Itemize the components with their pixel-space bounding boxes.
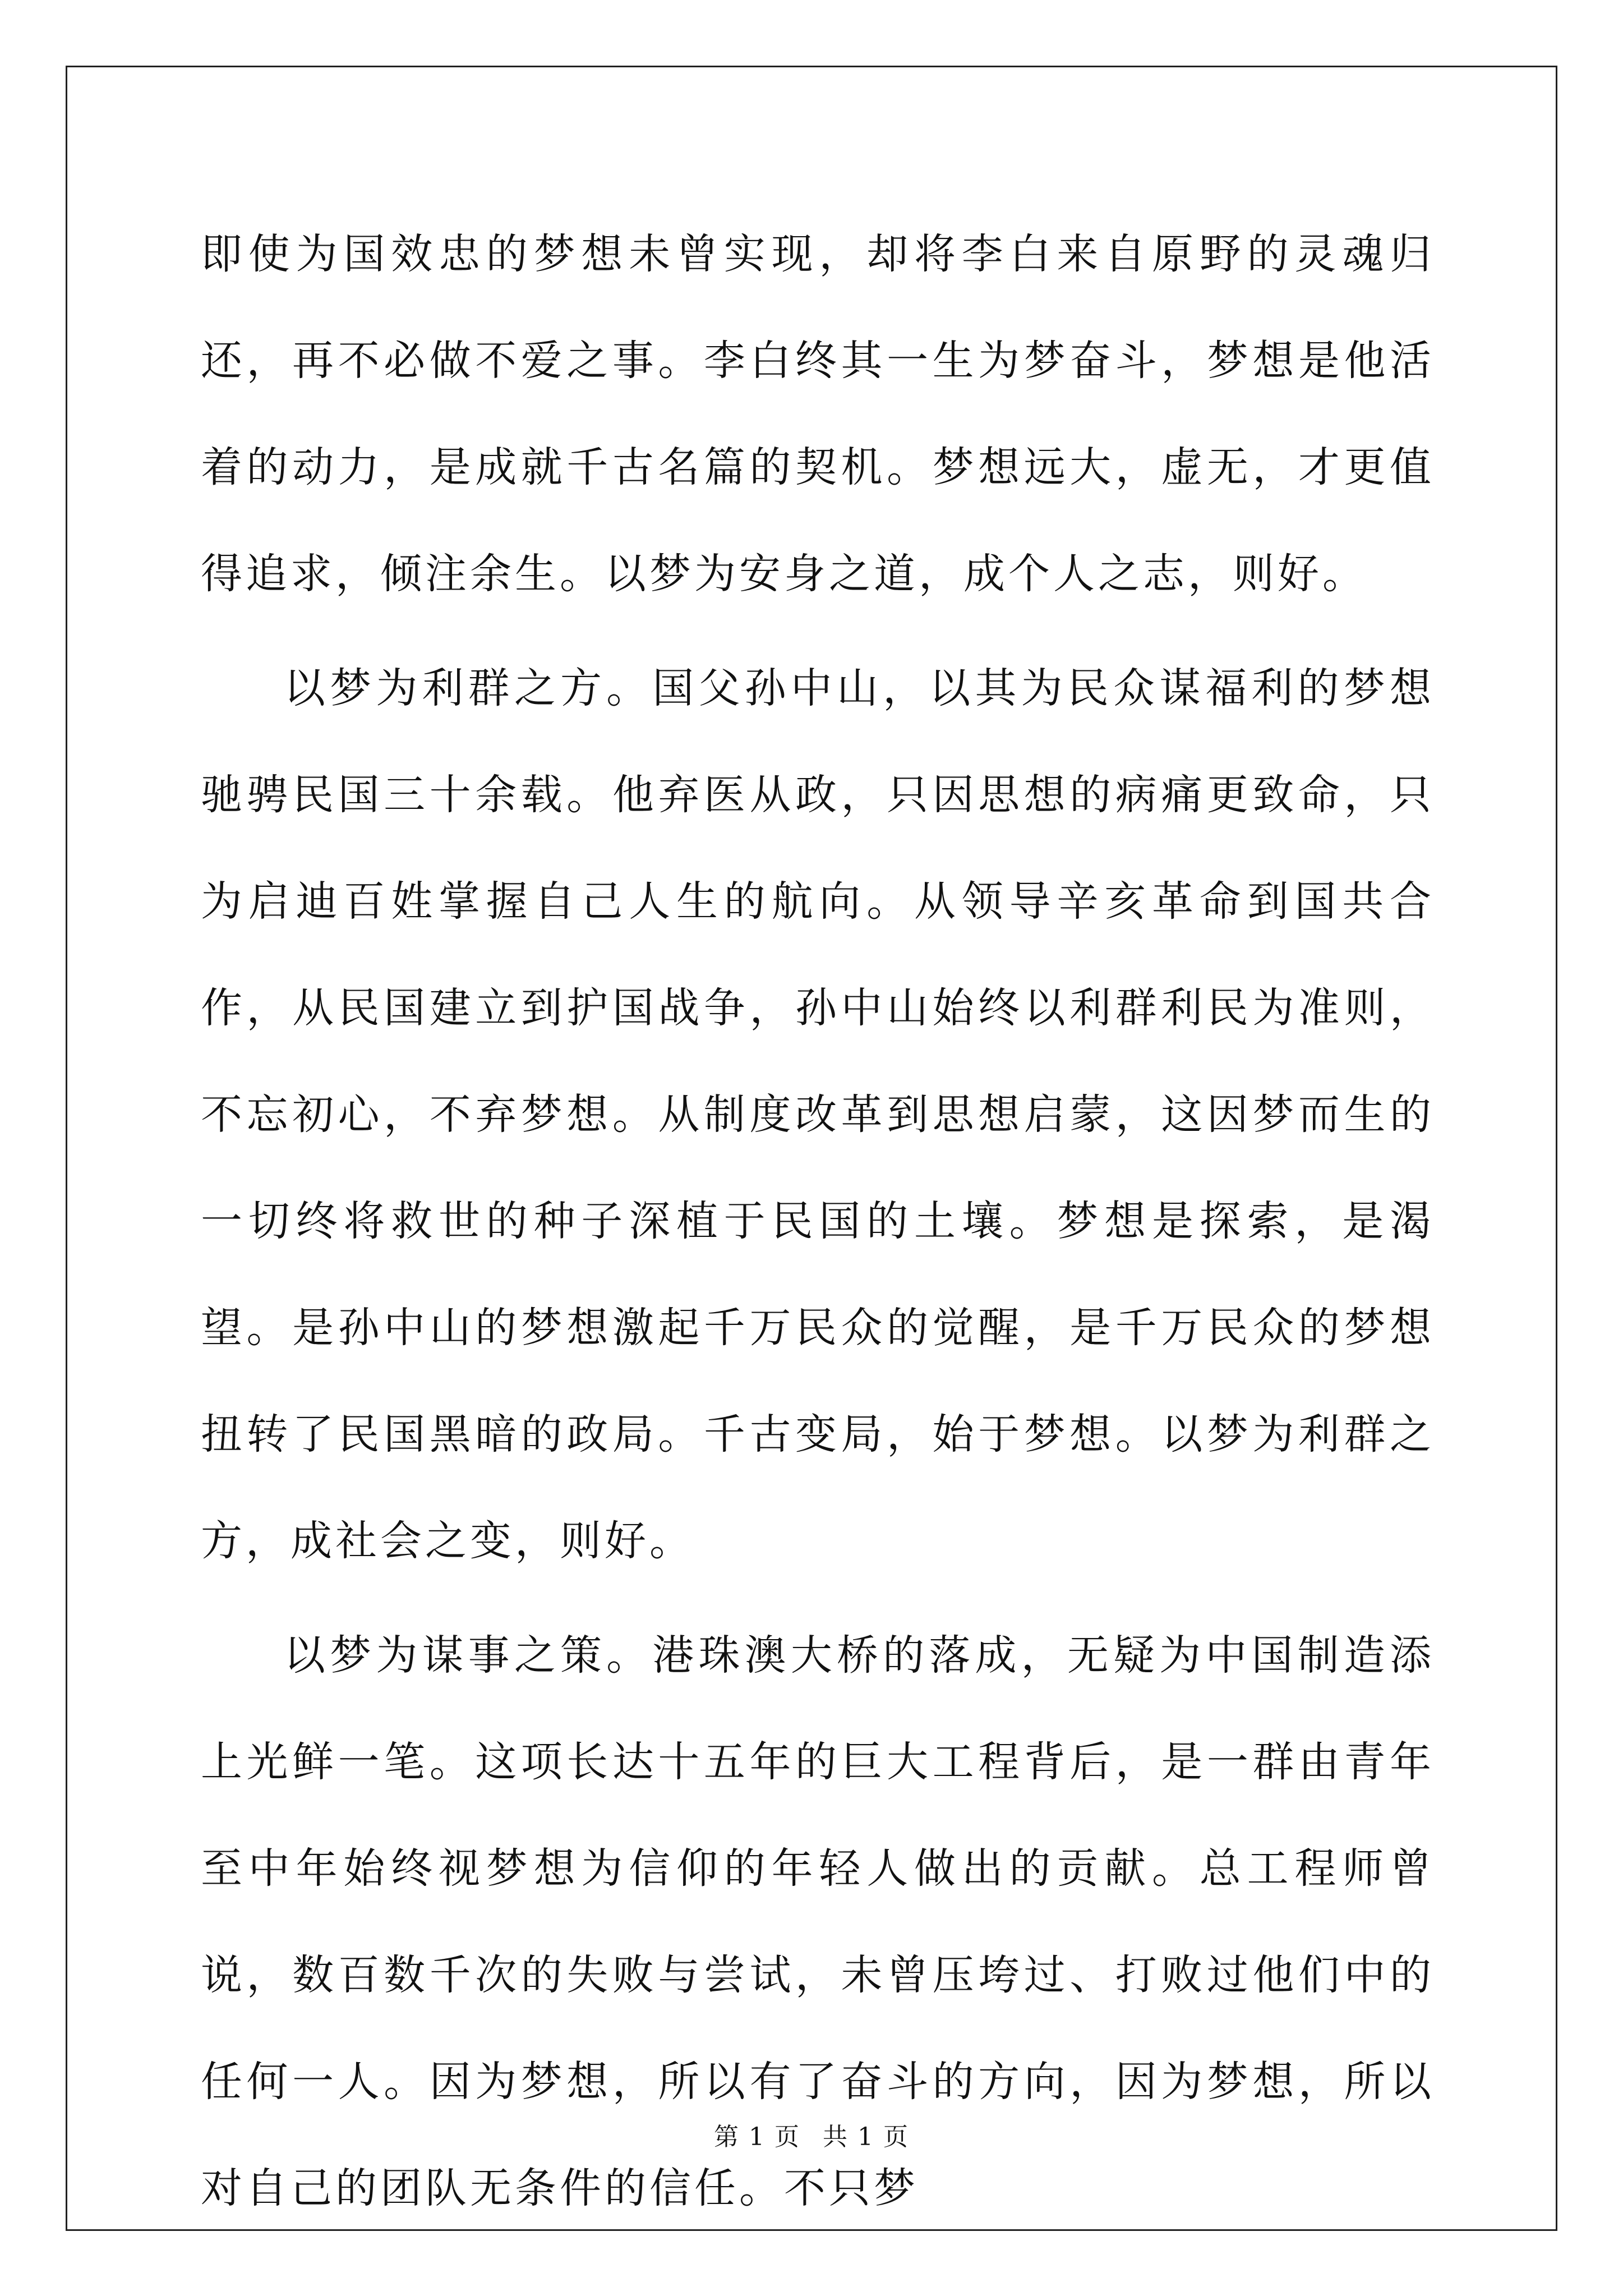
page-number: 第 1 页: [714, 2123, 800, 2151]
paragraph-1: 即使为国效忠的梦想未曾实现，却将李白来自原野的灵魂归还，再不必做不爱之事。李白终其一生为梦奋斗，梦想是他活着的动力，是成就千古名篇的契机。梦想远大，虚无，才更值得追求，倾注余生。以梦为安身之道，成个人之志，则好。: [201, 230, 1435, 598]
document-body: [201, 201, 1435, 2242]
paragraph-2: 以梦为利群之方。国父孙中山，以其为民众谋福利的梦想驰骋民国三十余载。他弃医从政，只因思想的病痛更致命，只为启迪百姓掌握自己人生的航向。从领导辛亥革命到国共合作，从民国建立到护国战争，孙中山始终以利群利民为准则，不忘初心，不弃梦想。从制度改革到思想启蒙，这因梦而生的一切终将救世的种子深植于民国的土壤。梦想是探索，是渴望。是孙中山的梦想激起千万民众的觉醒，是千万民众的梦想扭转了民国黑暗的政局。千古变局，始于梦想。以梦为利群之方，成社会之变，则好。: [201, 664, 1435, 1565]
page-footer: [0, 2120, 1623, 2154]
page-total: 共 1 页: [823, 2123, 909, 2151]
paragraph-3: 以梦为谋事之策。港珠澳大桥的落成，无疑为中国制造添上光鲜一笔。这项长达十五年的巨大工程背后，是一群由青年至中年始终视梦想为信仰的年轻人做出的贡献。总工程师曾说，数百数千次的失败与尝试，未曾压垮过、打败过他们中的任何一人。因为梦想，所以有了奋斗的方向，因为梦想，所以对自己的团队无条件的信任。不只梦: [201, 1631, 1435, 2212]
